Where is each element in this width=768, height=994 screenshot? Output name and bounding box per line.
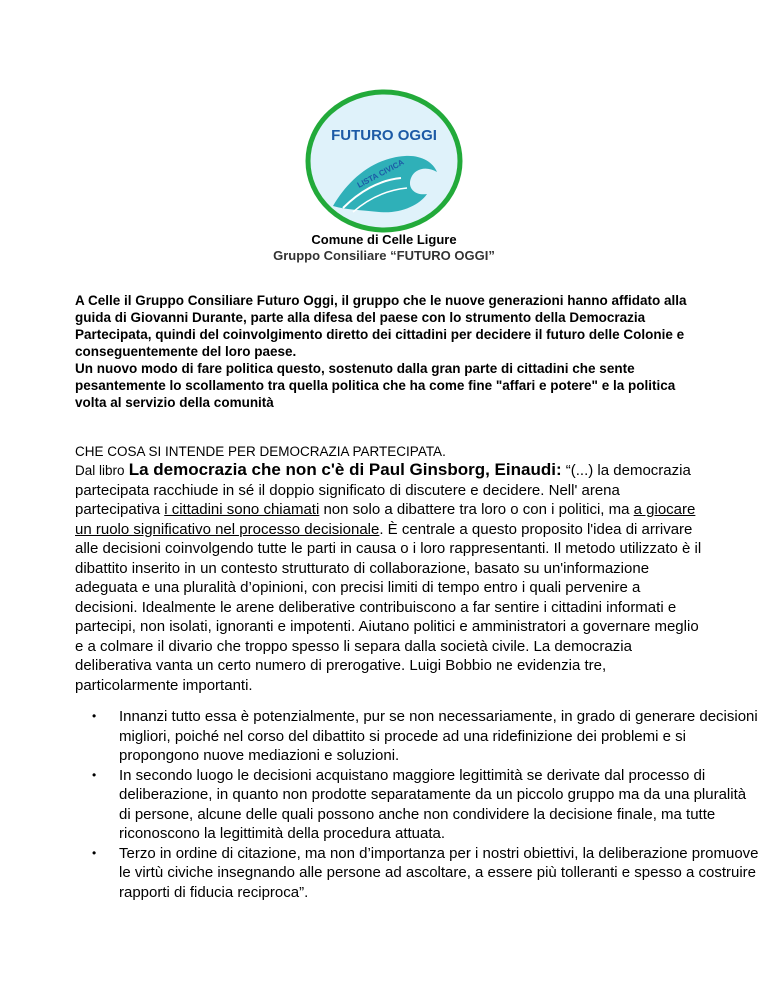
prerogatives-list	[75, 707, 759, 902]
body-text: . È centrale a questo proposito l'idea di arrivare alle decisioni coinvolgendo tutte le parti in causa o i loro rappresentanti. Il metodo utilizzato è il dibattito inserito in un contesto strutturato di collaborazione, basato su un'informazione adeguata e una pluralità d’opinioni, con precisi limiti di tempo entro i quali pervenire a decisioni. Idealmente le arene deliberative contribuiscono a far sentire i cittadini informati e partecipi, non isolati, ignoranti e impotenti. Aiutano politici e amministratori a governare meglio e a colmare il divario che troppo spesso li separa dalla società civile. La democrazia deliberativa vanta un certo numero di prerogative. Luigi Bobbio ne evidenzia tre, particolarmente importanti.	[75, 520, 702, 694]
gruppo-subtitle: Gruppo Consiliare “FUTURO OGGI”	[273, 248, 495, 263]
underlined-text: i cittadini sono chiamati	[164, 501, 320, 518]
logo-name: FUTURO OGGI	[331, 127, 437, 144]
source-prefix: Dal libro	[75, 463, 125, 478]
section-heading: CHE COSA SI INTENDE PER DEMOCRAZIA PARTECIPATA.	[75, 444, 446, 459]
intro-paragraph: Un nuovo modo di fare politica questo, sostenuto dalla gran parte di cittadini che sente pesantemente lo scollamento tra quella politica che ha come fine "affari e potere" e la politica volta al servizio della comunità	[75, 361, 676, 410]
list-item: • In secondo luogo le decisioni acquistano maggiore legittimità se derivate dal processo di deliberazione, in quanto non prodotte separatamente da un piccolo gruppo ma da una pluralità di persone, alcune delle quali possono anche non condividere la decisione finale, ma tutte riconoscono la legittimità della procedura attuata.	[119, 766, 759, 844]
book-title: La democrazia che non c'è di Paul Ginsborg, Einaudi:	[128, 460, 562, 479]
intro-paragraph: A Celle il Gruppo Consiliare Futuro Oggi, il gruppo che le nuove generazioni hanno affidato alla guida di Giovanni Durante, parte alla difesa del paese con lo strumento della Democrazia Partecipata, quindi del coinvolgimento diretto dei cittadini per decidere il futuro delle Colonie e conseguentemente del loro paese.	[75, 293, 687, 359]
body-text: non solo a dibattere tra loro o con i politici, ma	[319, 501, 634, 518]
body-text: “(...) la democrazia partecipata racchiude in sé il doppio significato di discutere e decidere. Nell' arena partecipativa	[75, 462, 691, 518]
logo-tag: LISTA CIVICA	[355, 157, 406, 190]
list-item: • Innanzi tutto essa è potenzialmente, pur se non necessariamente, in grado di generare decisioni migliori, poiché nel corso del dibattito si procede ad una ridefinizione dei problemi e si propongono nuove mediazioni e soluzioni.	[119, 707, 759, 766]
comune-title: Comune di Celle Ligure	[311, 232, 457, 247]
futuro-oggi-logo	[303, 88, 465, 234]
section-body	[75, 460, 705, 695]
list-item: • Terzo in ordine di citazione, ma non d’importanza per i nostri obiettivi, la deliberazione promuove le virtù civiche insegnando alle persone ad ascoltare, a essere più tolleranti e spesso a costruire rapporti di fiducia reciproca”.	[119, 844, 759, 903]
intro-block	[75, 292, 705, 411]
underlined-text: a giocare un ruolo significativo nel processo decisionale	[75, 501, 696, 538]
